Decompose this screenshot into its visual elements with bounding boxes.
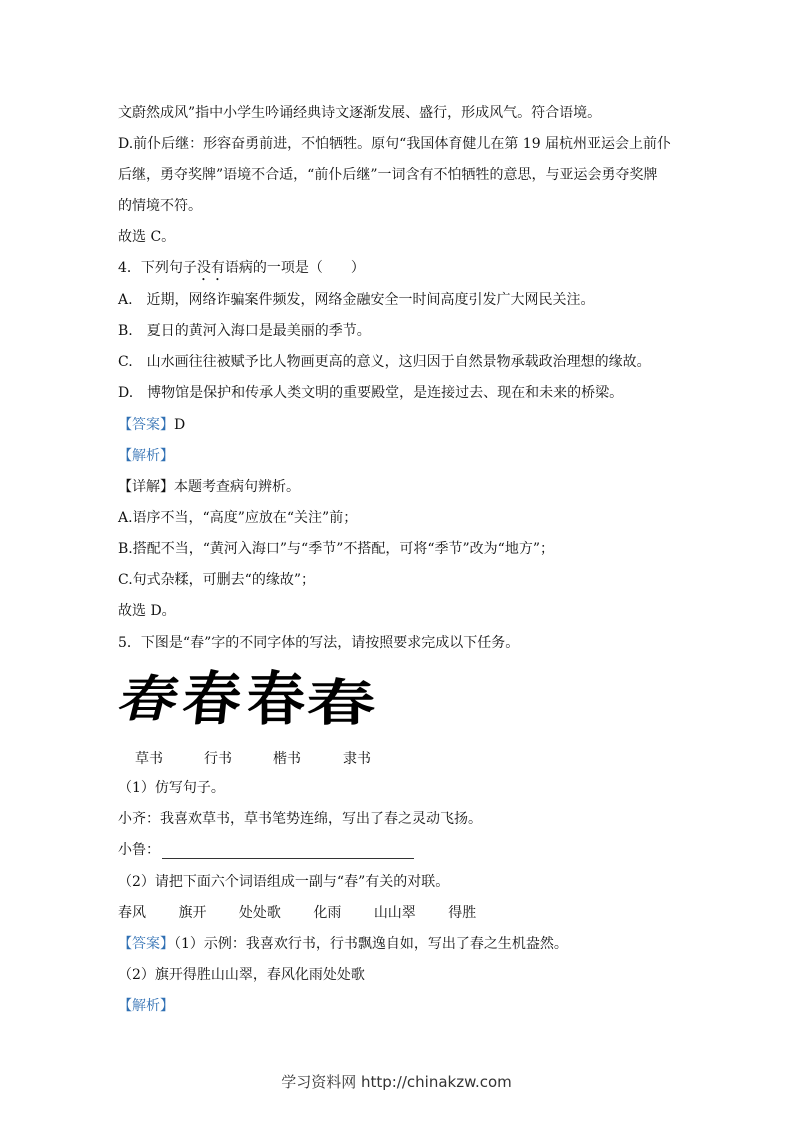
- answer-tag: 【答案】: [118, 936, 174, 952]
- text-line: 后继，勇夺奖牌”语境不合适，“前仆后继”一词含有不怕牺牲的意思，与亚运会勇夺奖牌: [118, 167, 658, 183]
- cursive-chun: 春: [112, 670, 182, 728]
- text-line: 的情境不符。: [118, 198, 202, 214]
- text-line: 故选 C。: [118, 229, 176, 245]
- xiaoqi-line: 小齐：我喜欢草书，草书笔势连绵，写出了春之灵动飞扬。: [118, 811, 482, 827]
- question-4: 4．下列句子没有语病的一项是（ ）: [118, 260, 365, 276]
- word: 山山翠: [373, 905, 416, 921]
- task-1: （1）仿写句子。: [118, 780, 225, 796]
- word: 春风: [118, 905, 146, 921]
- label-clerical: 隶书: [343, 751, 371, 767]
- question-5: 5．下图是“春”字的不同字体的写法，请按照要求完成以下任务。: [118, 635, 520, 651]
- analysis-tag: 【解析】: [118, 448, 174, 464]
- word: 旗开: [178, 905, 207, 921]
- analysis-tag: 【解析】: [118, 998, 174, 1014]
- label-running: 行书: [204, 751, 232, 767]
- answer-blank: [162, 844, 414, 859]
- task-2: （2）请把下面六个词语组成一副与“春”有关的对联。: [118, 874, 450, 890]
- text-line: D.前仆后继：形容奋勇前进，不怕牺牲。原句“我国体育健儿在第 19 届杭州亚运会上前仆: [118, 136, 672, 152]
- running-chun: 春: [179, 665, 245, 733]
- text-line: 文蔚然成风”指中小学生吟诵经典诗文逐渐发展、盛行，形成风气。符合语境。: [118, 105, 602, 121]
- word: 处处歌: [238, 905, 281, 921]
- answer-tag: 【答案】: [118, 417, 174, 433]
- option-b: B. 夏日的黄河入海口是最美丽的季节。: [118, 323, 371, 339]
- explanation-b: B.搭配不当，“黄河入海口”与“季节”不搭配，可将“季节”改为“地方”；: [118, 541, 554, 557]
- explanation-a: A.语序不当，“高度”应放在“关注”前；: [118, 510, 358, 526]
- answer-5-2: （2）旗开得胜山山翠，春风化雨处处歌: [118, 967, 365, 983]
- regular-chun: 春: [247, 665, 306, 733]
- answer-5-1: 【答案】（1）示例：我喜欢行书，行书飘逸自如，写出了春之生机盎然。: [118, 936, 568, 952]
- choose-line: 故选 D。: [118, 603, 176, 619]
- answer-4: 【答案】D: [118, 417, 186, 433]
- word-list: [118, 904, 504, 922]
- option-c: C. 山水画往往被赋予比人物画更高的意义，这归因于自然景物承载政治理想的缘故。: [118, 354, 651, 370]
- detail-line: 【详解】本题考查病句辨析。: [118, 479, 300, 495]
- option-a: A. 近期，网络诈骗案件频发，网络金融安全一时间高度引发广大网民关注。: [118, 292, 595, 308]
- label-cursive: 草书: [135, 751, 163, 767]
- option-d: D. 博物馆是保护和传承人类文明的重要殿堂，是连接过去、现在和未来的桥梁。: [118, 385, 624, 401]
- footer-watermark: 学习资料网 http://chinakzw.com: [281, 1073, 512, 1091]
- word: 化雨: [313, 905, 342, 921]
- word: 得胜: [448, 905, 477, 921]
- explanation-c: C.句式杂糅，可删去“的缘故”；: [118, 572, 315, 588]
- label-regular: 楷书: [273, 751, 301, 767]
- xiaolu-line: 小鲁：: [118, 841, 414, 859]
- clerical-chun: 春: [306, 674, 376, 732]
